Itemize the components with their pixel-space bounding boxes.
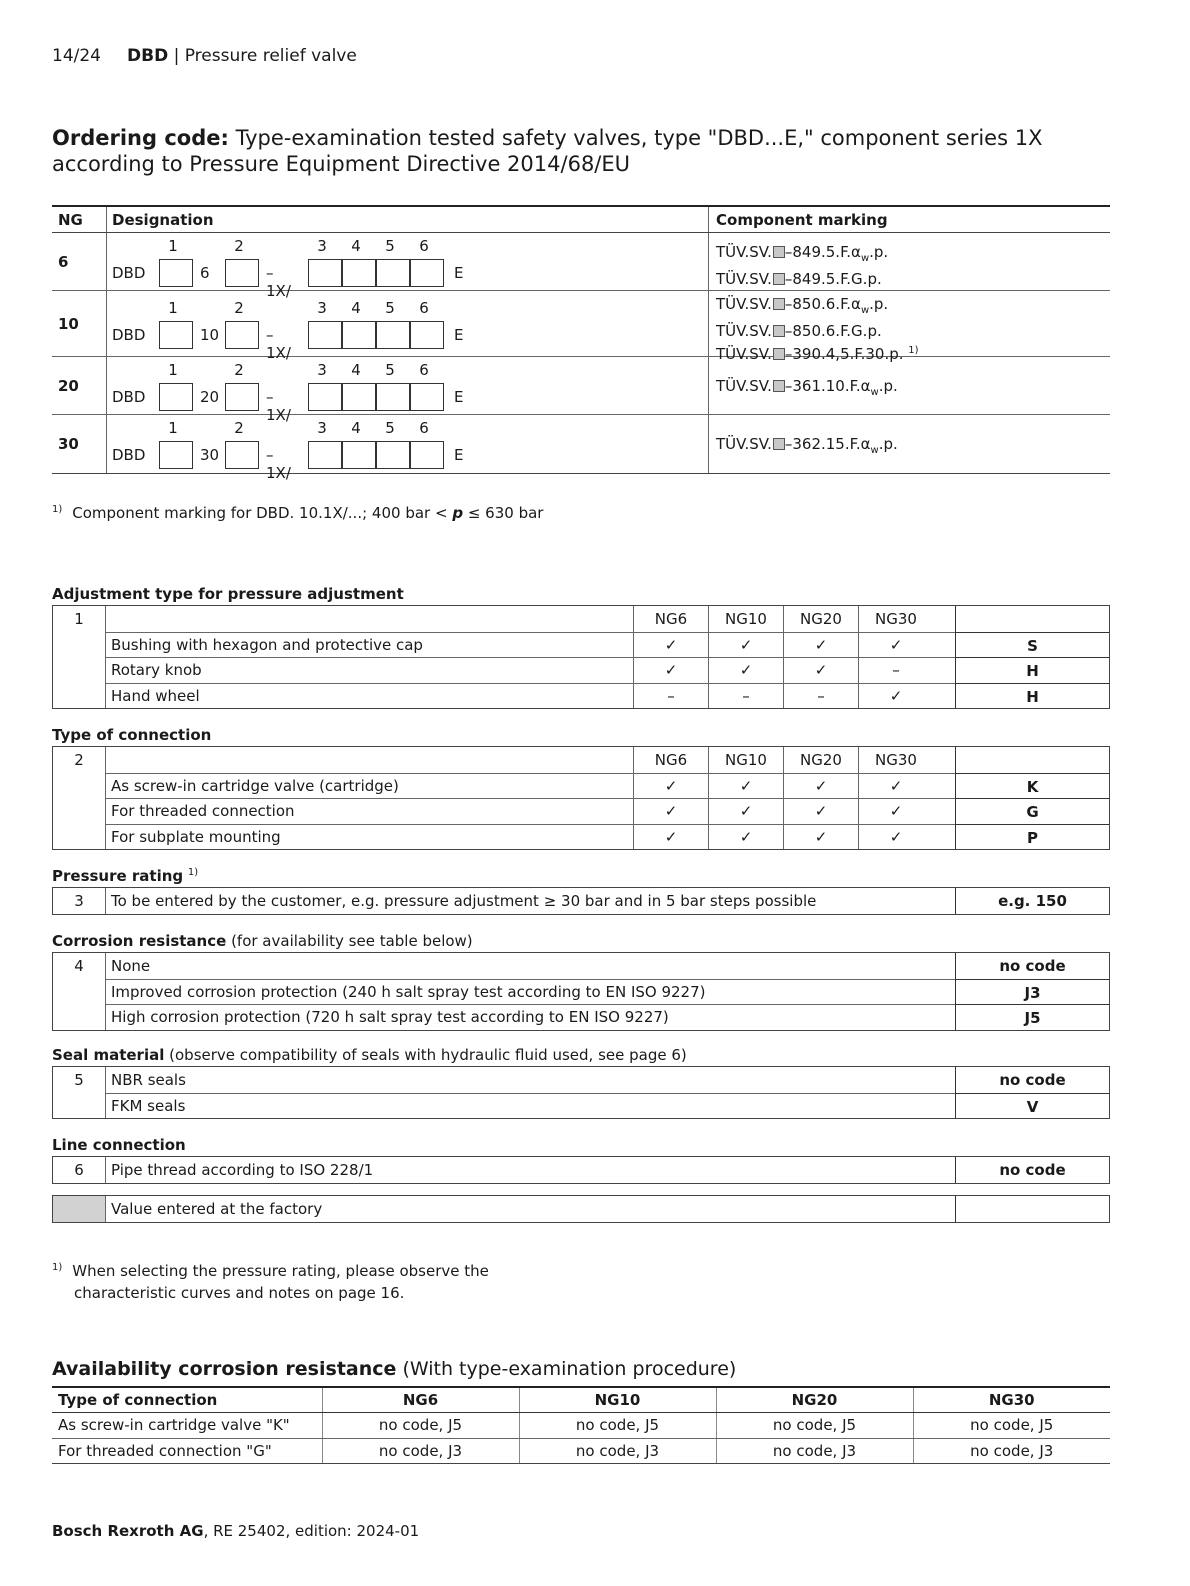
section-title-pressure: Pressure rating $^{1)}$ <box>52 867 199 885</box>
option-code: P <box>955 824 1109 850</box>
position-number: 5 <box>385 419 395 437</box>
checkmark-icon: ✓ <box>708 798 783 824</box>
ordering-row-ng10: 10 1 2 3 4 5 6 DBD 10 –1X/ E TÜV.SV. $-850.6.F.\alpha_w.p$. TÜV.SV. –850.6.F.G.p. TÜV.SV. –390.4,5.F.30.p. $^{1)}$ <box>52 291 1110 357</box>
position-number: 3 <box>317 299 327 317</box>
section-title-adjustment: Adjustment type for pressure adjustment <box>52 585 404 603</box>
page-title: Ordering code: Type-examination tested safety valves, type "DBD...E," component series 1X according to Pressure Equipment Directive 2014/68/EU <box>52 126 1043 176</box>
option-label: For threaded connection <box>111 802 295 820</box>
page-header: 14/24 DBD | Pressure relief valve <box>52 46 357 66</box>
seal-option-row <box>53 1093 1109 1119</box>
option-label: High corrosion protection (720 h salt spray test according to EN ISO 9227) <box>111 1008 669 1026</box>
product-code: DBD <box>127 46 169 66</box>
column-header: NG10 <box>519 1387 716 1413</box>
checkmark-icon: ✓ <box>633 632 708 658</box>
pressure-table <box>52 887 1110 915</box>
option-label: Improved corrosion protection (240 h salt spray test according to EN ISO 9227) <box>111 982 706 1001</box>
placeholder-square-icon <box>773 298 785 310</box>
position-number: 6 <box>419 237 429 255</box>
checkmark-icon: ✓ <box>858 632 933 658</box>
adjustment-option-row <box>53 632 1109 658</box>
checkmark-icon: ✓ <box>783 657 858 683</box>
marking-line: TÜV.SV. $-849.5.F.\alpha_w.p$. <box>716 243 889 264</box>
checkmark-icon: ✓ <box>858 773 933 799</box>
section-title-connection: Type of connection <box>52 726 212 744</box>
footnote-pressure-rating: $^{1)}$ When selecting the pressure rating, please observe the characteristic curves and notes on page 16. <box>52 1262 489 1302</box>
option-code: H <box>955 683 1109 709</box>
code-box-4[interactable] <box>342 441 376 469</box>
ordering-table-header: NG Designation Component marking <box>52 207 1110 233</box>
table-cell: no code, J3 <box>716 1438 913 1464</box>
option-label: As screw-in cartridge valve (cartridge) <box>111 776 399 795</box>
table-cell: no code, J3 <box>519 1438 716 1464</box>
marking-line: TÜV.SV. $-361.10.F.\alpha_w.p$. <box>716 377 898 398</box>
code-box-5[interactable] <box>376 383 410 411</box>
component-marking <box>716 376 898 403</box>
code-box-4[interactable] <box>342 259 376 287</box>
product-subtitle: Pressure relief valve <box>184 46 357 66</box>
ng-size: 6 <box>58 253 69 271</box>
code-box-6[interactable] <box>410 383 444 411</box>
option-label: FKM seals <box>111 1096 186 1115</box>
position-number: 1 <box>168 361 178 379</box>
dash-icon: – <box>708 683 783 709</box>
option-code: G <box>955 798 1109 824</box>
table-cell: As screw-in cartridge valve "K" <box>52 1413 322 1439</box>
marking-line: TÜV.SV. –849.5.F.G.p. <box>716 270 882 288</box>
line-code: no code <box>955 1157 1109 1183</box>
option-label: Rotary knob <box>111 661 202 679</box>
connection-header-row: 2 NG6 NG10 NG20 NG30 <box>53 747 1109 773</box>
code-box-5[interactable] <box>376 441 410 469</box>
position-number: 2 <box>234 237 244 255</box>
code-box-6[interactable] <box>410 321 444 349</box>
connection-option-row <box>53 824 1109 850</box>
table-cell: no code, J3 <box>322 1438 519 1464</box>
option-code: no code <box>955 953 1109 979</box>
availability-table <box>52 1386 1110 1464</box>
position-number: 1 <box>168 299 178 317</box>
option-label: For subplate mounting <box>111 827 281 846</box>
pressure-code: e.g. 150 <box>955 888 1109 914</box>
position-number: 6 <box>419 361 429 379</box>
line-row: 6 Pipe thread according to ISO 228/1 no code <box>53 1157 1109 1183</box>
position-number: 3 <box>317 361 327 379</box>
footnote-component-marking: $^{1)}$ Component marking for DBD. 10.1X/...; 400 bar < p ≤ 630 bar <box>52 504 544 522</box>
checkmark-icon: ✓ <box>783 632 858 658</box>
dash-icon: – <box>633 683 708 709</box>
component-marking <box>716 294 919 364</box>
column-header: NG20 <box>716 1387 913 1413</box>
ng-column-header: NG6 <box>633 606 708 632</box>
position-number: 3 <box>317 419 327 437</box>
placeholder-square-icon <box>773 325 785 337</box>
code-box-3[interactable] <box>308 441 342 469</box>
code-box-2[interactable] <box>225 321 259 349</box>
table-row <box>52 1438 1110 1464</box>
table-cell: no code, J5 <box>322 1413 519 1439</box>
code-box-3[interactable] <box>308 383 342 411</box>
ng-column-header: NG30 <box>858 747 933 773</box>
code-box-6[interactable] <box>410 259 444 287</box>
page-number: 14/24 <box>52 46 101 66</box>
code-box-5[interactable] <box>376 259 410 287</box>
code-box-1[interactable] <box>159 383 193 411</box>
checkmark-icon: ✓ <box>783 824 858 850</box>
option-code: S <box>955 632 1109 658</box>
factory-value-swatch <box>53 1196 105 1222</box>
adjustment-option-row <box>53 657 1109 683</box>
code-box-6[interactable] <box>410 441 444 469</box>
checkmark-icon: ✓ <box>783 773 858 799</box>
ordering-row-ng30: 30 1 2 3 4 5 6 DBD 30 –1X/ E TÜV.SV. $-362.15.F.\alpha_w.p$. <box>58 419 898 482</box>
checkmark-icon: ✓ <box>708 824 783 850</box>
code-box-4[interactable] <box>342 321 376 349</box>
option-label: NBR seals <box>111 1071 186 1089</box>
ng-size: 30 <box>58 435 79 453</box>
marking-line: TÜV.SV. –850.6.F.G.p. <box>716 322 882 340</box>
component-marking <box>716 434 898 461</box>
placeholder-square-icon <box>773 246 785 258</box>
availability-title: Availability corrosion resistance (With type-examination procedure) <box>52 1358 737 1380</box>
position-number: 5 <box>385 237 395 255</box>
position-number: 6 <box>419 299 429 317</box>
code-box-1[interactable] <box>159 441 193 469</box>
code-box-1[interactable] <box>159 321 193 349</box>
seal-table <box>52 1066 1110 1119</box>
placeholder-square-icon <box>773 273 785 285</box>
column-header: NG30 <box>913 1387 1110 1413</box>
checkmark-icon: ✓ <box>633 773 708 799</box>
ordering-row-ng20: 20 1 2 3 4 5 6 DBD 20 –1X/ E TÜV.SV. $-361.10.F.\alpha_w.p$. <box>52 357 1110 415</box>
checkmark-icon: ✓ <box>708 773 783 799</box>
position-number: 5 <box>385 361 395 379</box>
code-box-2[interactable] <box>225 259 259 287</box>
placeholder-square-icon <box>773 380 785 392</box>
seal-option-row: 5 NBR seals no code <box>53 1067 1109 1093</box>
position-number: 1 <box>168 237 178 255</box>
position-number: 4 <box>351 237 361 255</box>
code-box-5[interactable] <box>376 321 410 349</box>
connection-option-row <box>53 773 1109 799</box>
option-label: None <box>111 957 151 975</box>
position-number: 3 <box>317 237 327 255</box>
corrosion-option-row: 4 None no code <box>53 953 1109 979</box>
ng-size: 10 <box>58 315 79 333</box>
code-box-2[interactable] <box>225 441 259 469</box>
code-box-3[interactable] <box>308 321 342 349</box>
pressure-row: 3 To be entered by the customer, e.g. pressure adjustment ≥ 30 bar and in 5 bar steps possible e.g. 150 <box>53 888 1109 914</box>
position-number: 2 <box>234 299 244 317</box>
position-number: 2 <box>234 361 244 379</box>
position-number: 1 <box>168 419 178 437</box>
ng-column-header: NG6 <box>633 747 708 773</box>
checkmark-icon: ✓ <box>858 798 933 824</box>
checkmark-icon: ✓ <box>858 824 933 850</box>
checkmark-icon: ✓ <box>633 798 708 824</box>
adjustment-option-row <box>53 683 1109 709</box>
dash-icon: – <box>858 657 933 683</box>
position-number: 4 <box>351 299 361 317</box>
code-box-4[interactable] <box>342 383 376 411</box>
position-number: 4 <box>351 361 361 379</box>
code-box-3[interactable] <box>308 259 342 287</box>
table-cell: no code, J5 <box>716 1413 913 1439</box>
marking-line: TÜV.SV. –390.4,5.F.30.p. $^{1)}$ <box>716 345 919 363</box>
checkmark-icon: ✓ <box>633 824 708 850</box>
table-cell: For threaded connection "G" <box>52 1438 322 1464</box>
position-number: 5 <box>385 299 395 317</box>
ng-column-header: NG10 <box>708 747 783 773</box>
corrosion-option-row <box>53 1004 1109 1030</box>
position-number: 4 <box>351 419 361 437</box>
checkmark-icon: ✓ <box>783 798 858 824</box>
option-label: Hand wheel <box>111 686 200 705</box>
connection-option-row <box>53 798 1109 824</box>
corrosion-table <box>52 952 1110 1031</box>
adjustment-table <box>52 605 1110 709</box>
ng-column-header: NG20 <box>783 747 858 773</box>
section-title-seal: Seal material (observe compatibility of seals with hydraulic fluid used, see page 6) <box>52 1046 687 1064</box>
position-number: 2 <box>234 419 244 437</box>
option-code: J3 <box>955 979 1109 1005</box>
marking-line: TÜV.SV. $-362.15.F.\alpha_w.p$. <box>716 435 898 456</box>
connection-table <box>52 746 1110 850</box>
code-box-2[interactable] <box>225 383 259 411</box>
table-row <box>52 1413 1110 1439</box>
option-code: V <box>955 1093 1109 1119</box>
table-cell: no code, J3 <box>913 1438 1110 1464</box>
option-label: Bushing with hexagon and protective cap <box>111 635 423 654</box>
section-title-line: Line connection <box>52 1136 186 1154</box>
ng-column-header: NG20 <box>783 606 858 632</box>
section-title-corrosion: Corrosion resistance (for availability see table below) <box>52 932 473 950</box>
marking-line: TÜV.SV. $-850.6.F.\alpha_w.p$. <box>716 295 889 316</box>
checkmark-icon: ✓ <box>708 657 783 683</box>
column-header: Type of connection <box>52 1387 322 1413</box>
ordering-row-ng6: 6 1 2 3 4 5 6 DBD 6 –1X/ E TÜV.SV. $-849.5.F.\alpha_w.p$. TÜV.SV. –849.5.F.G.p. <box>52 233 1110 291</box>
checkmark-icon: ✓ <box>633 657 708 683</box>
page-footer: Bosch Rexroth AG, RE 25402, edition: 2024-01 <box>52 1522 420 1540</box>
component-marking <box>716 242 888 289</box>
option-code: H <box>955 657 1109 683</box>
adjustment-header-row: 1 NG6 NG10 NG20 NG30 <box>53 606 1109 632</box>
dash-icon: – <box>783 683 858 709</box>
line-connection-table <box>52 1156 1110 1184</box>
table-cell: no code, J5 <box>913 1413 1110 1439</box>
placeholder-square-icon <box>773 438 785 450</box>
checkmark-icon: ✓ <box>708 632 783 658</box>
option-code: J5 <box>955 1004 1109 1030</box>
code-box-1[interactable] <box>159 259 193 287</box>
checkmark-icon: ✓ <box>858 683 933 709</box>
column-header: NG6 <box>322 1387 519 1413</box>
ng-column-header: NG10 <box>708 606 783 632</box>
legend-table: Value entered at the factory <box>52 1195 1110 1223</box>
table-cell: no code, J5 <box>519 1413 716 1439</box>
ng-column-header: NG30 <box>858 606 933 632</box>
position-number: 6 <box>419 419 429 437</box>
ordering-code-table <box>52 205 1110 482</box>
corrosion-option-row <box>53 979 1109 1005</box>
option-code: no code <box>955 1067 1109 1093</box>
ng-size: 20 <box>58 377 79 395</box>
option-code: K <box>955 773 1109 799</box>
